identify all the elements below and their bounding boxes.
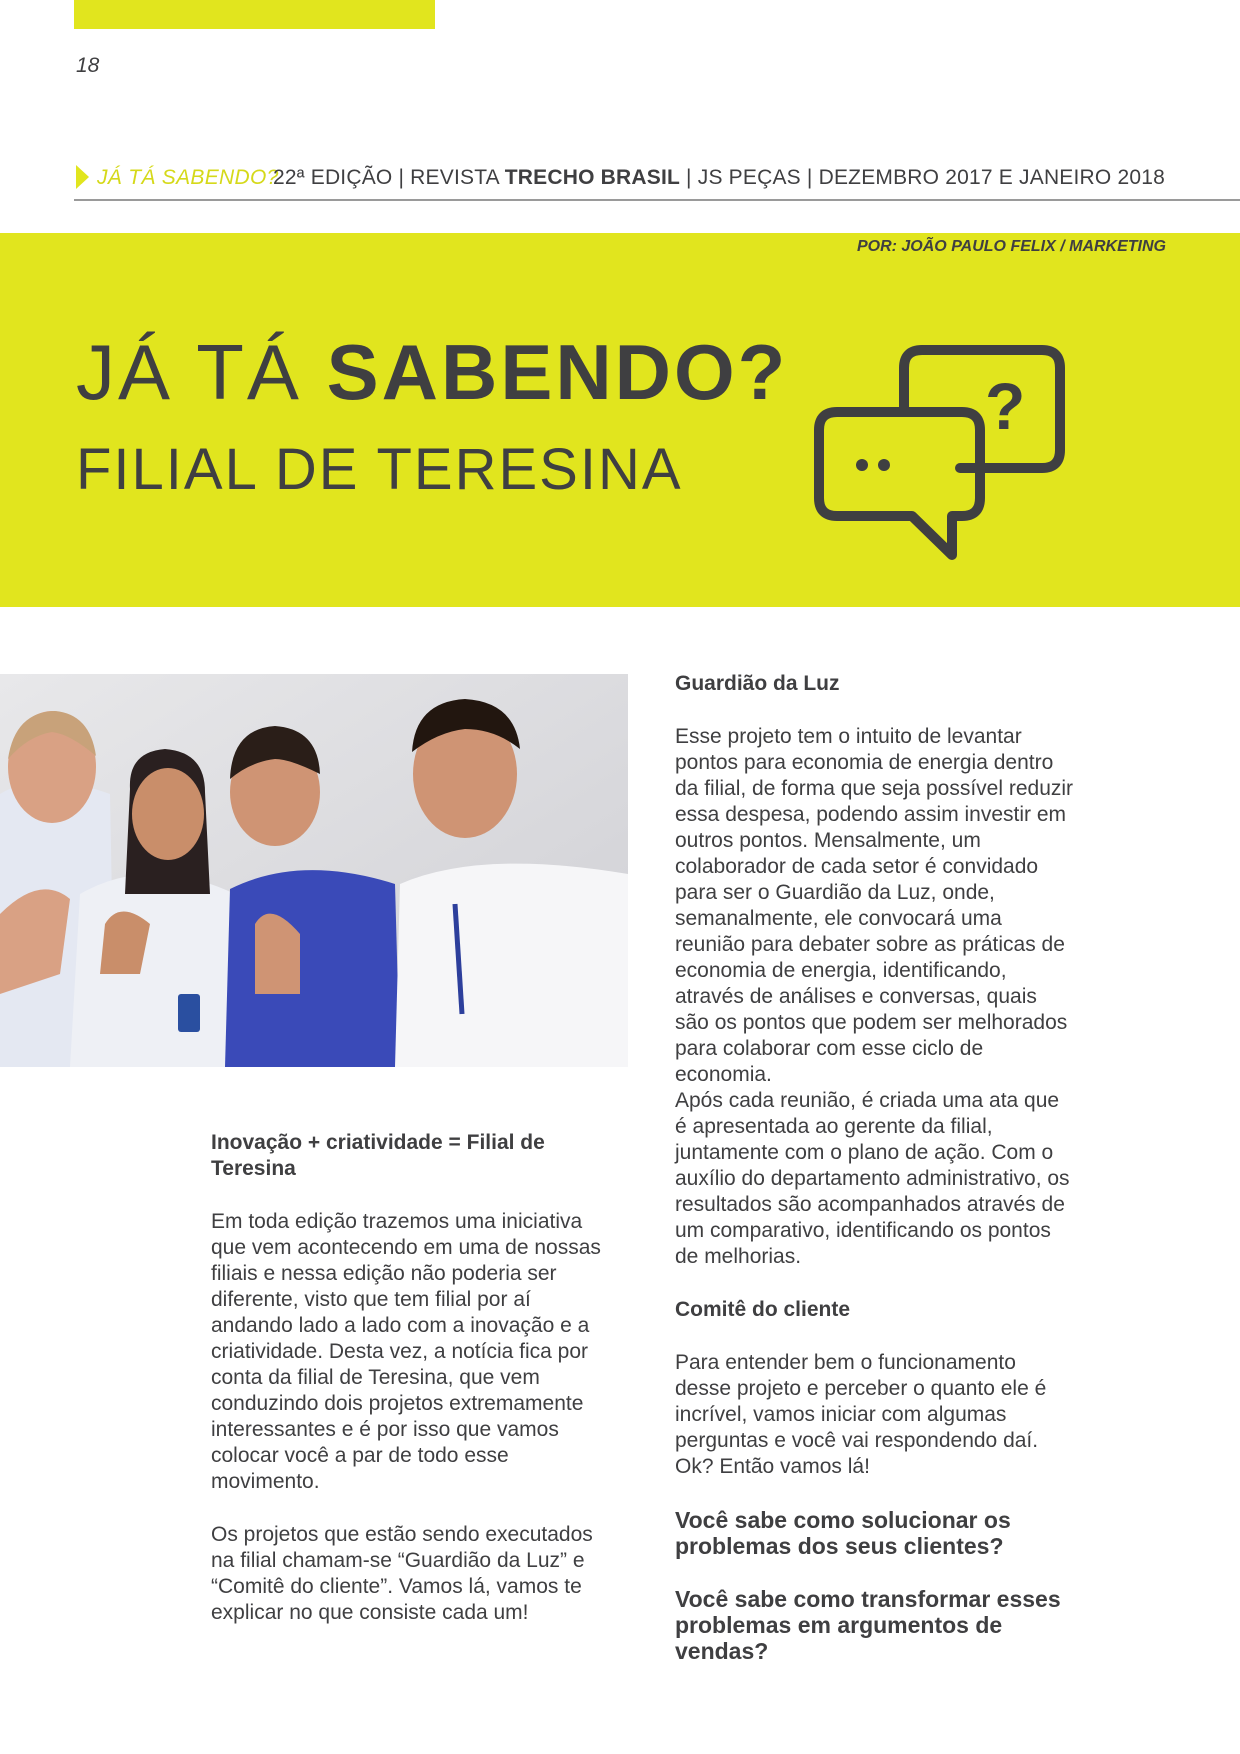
section-arrow-icon — [76, 165, 89, 189]
page-subtitle: FILIAL DE TERESINA — [76, 437, 683, 502]
right-column — [675, 671, 1075, 1664]
page-number: 18 — [76, 54, 100, 77]
title-bold: SABENDO? — [326, 328, 789, 416]
svg-text:?: ? — [985, 369, 1026, 443]
title-light: JÁ TÁ — [76, 328, 327, 416]
magazine-name: TRECHO BRASIL — [504, 166, 681, 189]
spacer — [211, 1495, 616, 1522]
left-heading: Inovação + criatividade = Filial de Teresina — [211, 1131, 545, 1180]
right-heading-2: Comitê do cliente — [675, 1298, 851, 1321]
left-column — [211, 1130, 616, 1626]
edition-info — [273, 166, 1165, 190]
byline: POR: JOÃO PAULO FELIX / MARKETING — [856, 238, 1166, 255]
right-paragraph-1: Esse projeto tem o intuito de levantar pontos para economia de energia dentro da filial, de forma que seja possível reduzir essa despesa, podendo assim investir em outros pontos. Mensalmente, um colaborador de cada setor é convidado para ser o Guardião da Luz, onde, semanalmente, ele convocará uma reunião para debater sobre as práticas de economia de energia, identificando, através de análises e conversas, quais são os pontos que podem ser melhorados para colaborar com esse ciclo de economia. — [675, 725, 1074, 1086]
spacer — [211, 1182, 616, 1209]
team-photo — [0, 674, 628, 1067]
page-title — [76, 327, 788, 417]
right-paragraph-3: Para entender bem o funcionamento desse projeto e perceber o quanto ele é incrível, vamos iniciar com algumas perguntas e você vai respondendo daí. Ok? Então vamos lá! — [675, 1351, 1047, 1478]
left-paragraph-2: Os projetos que estão sendo executados na filial chamam-se “Guardião da Luz” e “Comitê do cliente”. Vamos lá, vamos te explicar no que consiste cada um! — [211, 1523, 593, 1624]
spacer — [675, 1323, 1075, 1350]
spacer — [675, 1559, 1075, 1586]
spacer — [675, 697, 1075, 724]
edition-prefix: 22ª EDIÇÃO | REVISTA — [272, 166, 505, 189]
top-accent-bar — [74, 0, 435, 29]
question-1: Você sabe como solucionar os problemas dos seus clientes? — [675, 1507, 1011, 1559]
edition-suffix: | JS PEÇAS | DEZEMBRO 2017 E JANEIRO 2018 — [680, 166, 1165, 189]
right-heading-1: Guardião da Luz — [675, 672, 840, 695]
spacer — [675, 1480, 1075, 1507]
left-paragraph-1: Em toda edição trazemos uma iniciativa que vem acontecendo em uma de nossas filiais e nessa edição não poderia ser diferente, visto que tem filial por aí andando lado a lado com a inovação e a criatividade. Desta vez, a notícia fica por conta da filial de Teresina, que vem conduzindo dois projetos extremamente interessantes e é por isso que vamos colocar você a par de todo esse movimento. — [211, 1210, 601, 1493]
spacer — [675, 1270, 1075, 1297]
question-2: Você sabe como transformar esses problemas em argumentos de vendas? — [675, 1586, 1061, 1664]
right-paragraph-2: Após cada reunião, é criada uma ata que é apresentada ao gerente da filial, juntamente com o plano de ação. Com o auxílio do departamento administrativo, os resultados são acompanhados através de um comparativo, identificando os pontos de melhorias. — [675, 1089, 1070, 1268]
section-label: JÁ TÁ SABENDO? — [97, 166, 279, 189]
chat-question-icon — [812, 330, 1072, 570]
